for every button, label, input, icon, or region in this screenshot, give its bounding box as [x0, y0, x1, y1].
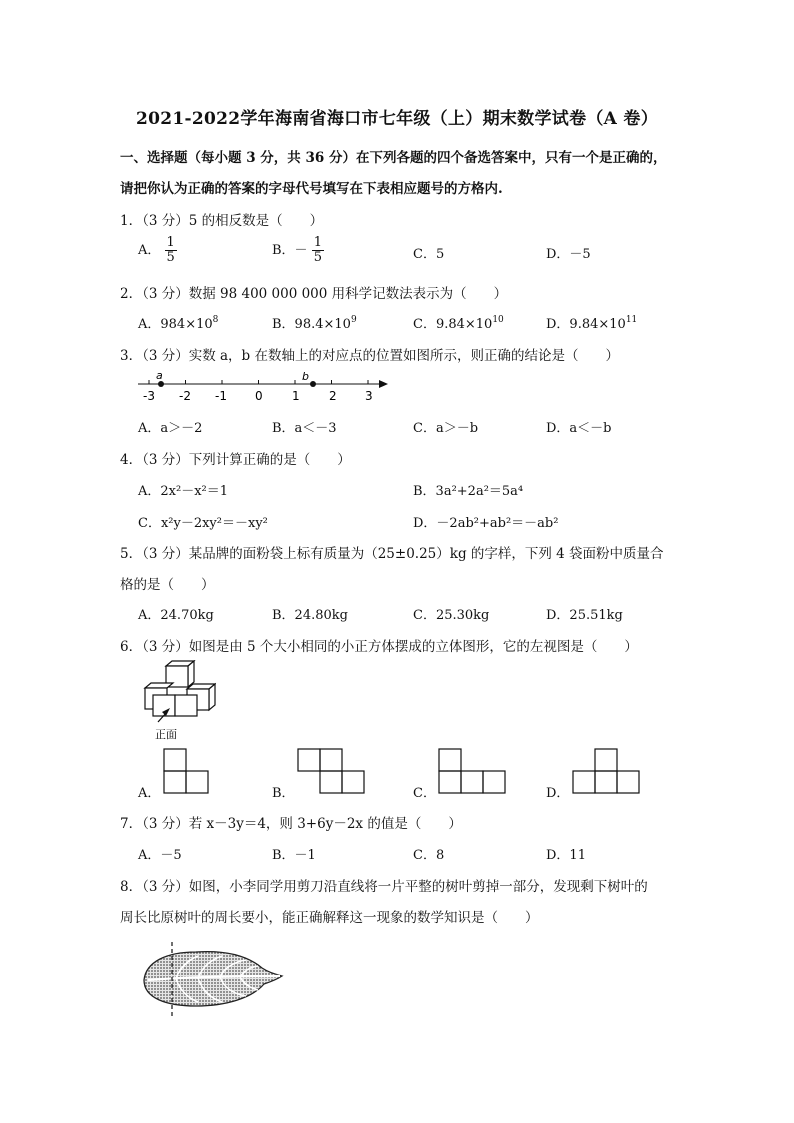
tick-label: 0 — [255, 389, 263, 403]
question-7-stem: 7．（3 分）若 x－3y＝4，则 3+6y－2x 的值是（ ） — [120, 816, 462, 832]
question-8-stem-line1: 8．（3 分）如图，小李同学用剪刀沿直线将一片平整的树叶剪掉一部分，发现剩下树叶的 — [120, 879, 648, 895]
q3-number-line — [134, 368, 394, 404]
q7-option-c: C．8 — [413, 848, 445, 863]
q2-b-base: B．98.4×10 — [272, 317, 351, 332]
section-instructions-line1: 一、选择题（每小题 3 分，共 36 分）在下列各题的四个备选答案中，只有一个是正确的， — [120, 150, 667, 166]
page-title: 2021-2022学年海南省海口市七年级（上）期末数学试卷（A 卷） — [136, 109, 658, 129]
question-5-stem-line2: 格的是（ ） — [120, 577, 215, 593]
tick-label: 1 — [292, 389, 300, 403]
q3-option-b: B．a＜－3 — [272, 421, 337, 436]
q1-option-b — [272, 236, 324, 265]
q1-b-denominator: 5 — [313, 250, 322, 265]
tick-label: -2 — [179, 389, 191, 403]
q6-cube-figure — [136, 660, 216, 744]
tick-label: 2 — [329, 389, 337, 403]
q2-option-c — [413, 313, 504, 332]
q6-option-c-figure — [438, 748, 510, 794]
q1-option-a-label: A． — [138, 243, 161, 258]
q2-c-base: C．9.84×10 — [413, 317, 493, 332]
q1-b-numerator: 1 — [313, 235, 322, 250]
point-b — [310, 381, 316, 387]
tick-label: -1 — [215, 389, 227, 403]
q6-option-b-label: B． — [272, 786, 295, 801]
q4-option-d: D．－2ab²+ab²＝－ab² — [413, 516, 559, 531]
q2-d-base: D．9.84×10 — [546, 317, 626, 332]
q6-option-d-label: D． — [546, 786, 570, 801]
question-6-stem: 6．（3 分）如图是由 5 个大小相同的小正方体摆成的立体图形，它的左视图是（ ） — [120, 639, 638, 655]
q6-option-b-figure — [297, 748, 369, 794]
q1-option-b-label: B．－ — [272, 243, 308, 258]
q1-option-a — [138, 236, 177, 265]
point-a-label: a — [156, 369, 163, 382]
q5-option-b: B．24.80kg — [272, 608, 348, 623]
q2-c-exponent: 10 — [492, 315, 504, 325]
question-8-stem-line2: 周长比原树叶的周长要小，能正确解释这一现象的数学知识是（ ） — [120, 910, 539, 926]
question-3-stem: 3．（3 分）实数 a，b 在数轴上的对应点的位置如图所示，则正确的结论是（ ） — [120, 348, 619, 364]
q1-a-numerator: 1 — [166, 235, 175, 250]
tick-label: -3 — [143, 389, 155, 403]
q2-a-base: A．984×10 — [138, 317, 213, 332]
question-2-stem: 2．（3 分）数据 98 400 000 000 用科学记数法表示为（ ） — [120, 286, 508, 302]
q1-a-denominator: 5 — [166, 250, 175, 265]
q4-option-a: A．2x²－x²＝1 — [138, 484, 229, 499]
point-b-label: b — [302, 370, 309, 383]
q1-option-c: C．5 — [413, 247, 445, 262]
q5-option-d: D．25.51kg — [546, 608, 623, 623]
question-4-stem: 4．（3 分）下列计算正确的是（ ） — [120, 452, 351, 468]
q7-option-a: A．－5 — [138, 848, 182, 863]
question-5-stem-line1: 5．（3 分）某品牌的面粉袋上标有质量为（25±0.25）kg 的字样，下列 4 袋面粉中质量合 — [120, 546, 664, 562]
q4-option-c: C．x²y－2xy²＝－xy² — [138, 516, 268, 531]
q6-option-c-label: C． — [413, 786, 436, 801]
q6-option-a-label: A． — [138, 786, 161, 801]
tick-label: 3 — [365, 389, 373, 403]
q6-option-d-figure — [572, 748, 644, 794]
q6-option-a-figure — [163, 748, 211, 794]
q2-a-exponent: 8 — [212, 315, 219, 325]
front-view-label: 正面 — [155, 728, 177, 741]
number-line-arrow — [379, 380, 388, 388]
q1-option-b-fraction — [312, 236, 324, 265]
q2-option-a — [138, 313, 218, 332]
q1-option-a-fraction — [165, 236, 177, 265]
q7-option-b: B．－1 — [272, 848, 316, 863]
question-1-stem: 1．（3 分）5 的相反数是（ ） — [120, 213, 324, 229]
section-instructions-line2: 请把你认为正确的答案的字母代号填写在下表相应题号的方格内. — [120, 181, 503, 197]
q3-option-c: C．a＞－b — [413, 421, 479, 436]
q4-option-b: B．3a²+2a²＝5a⁴ — [413, 484, 524, 499]
q3-option-d: D．a＜－b — [546, 421, 612, 436]
q2-d-exponent: 11 — [625, 315, 638, 325]
q3-option-a: A．a＞－2 — [138, 421, 203, 436]
q5-option-c: C．25.30kg — [413, 608, 490, 623]
q2-b-exponent: 9 — [350, 315, 357, 325]
q7-option-d: D．11 — [546, 848, 586, 863]
q8-leaf-figure — [136, 940, 286, 1020]
q2-option-d — [546, 313, 637, 332]
q5-option-a: A．24.70kg — [138, 608, 214, 623]
q1-option-d: D．－5 — [546, 247, 591, 262]
q2-option-b — [272, 313, 357, 332]
